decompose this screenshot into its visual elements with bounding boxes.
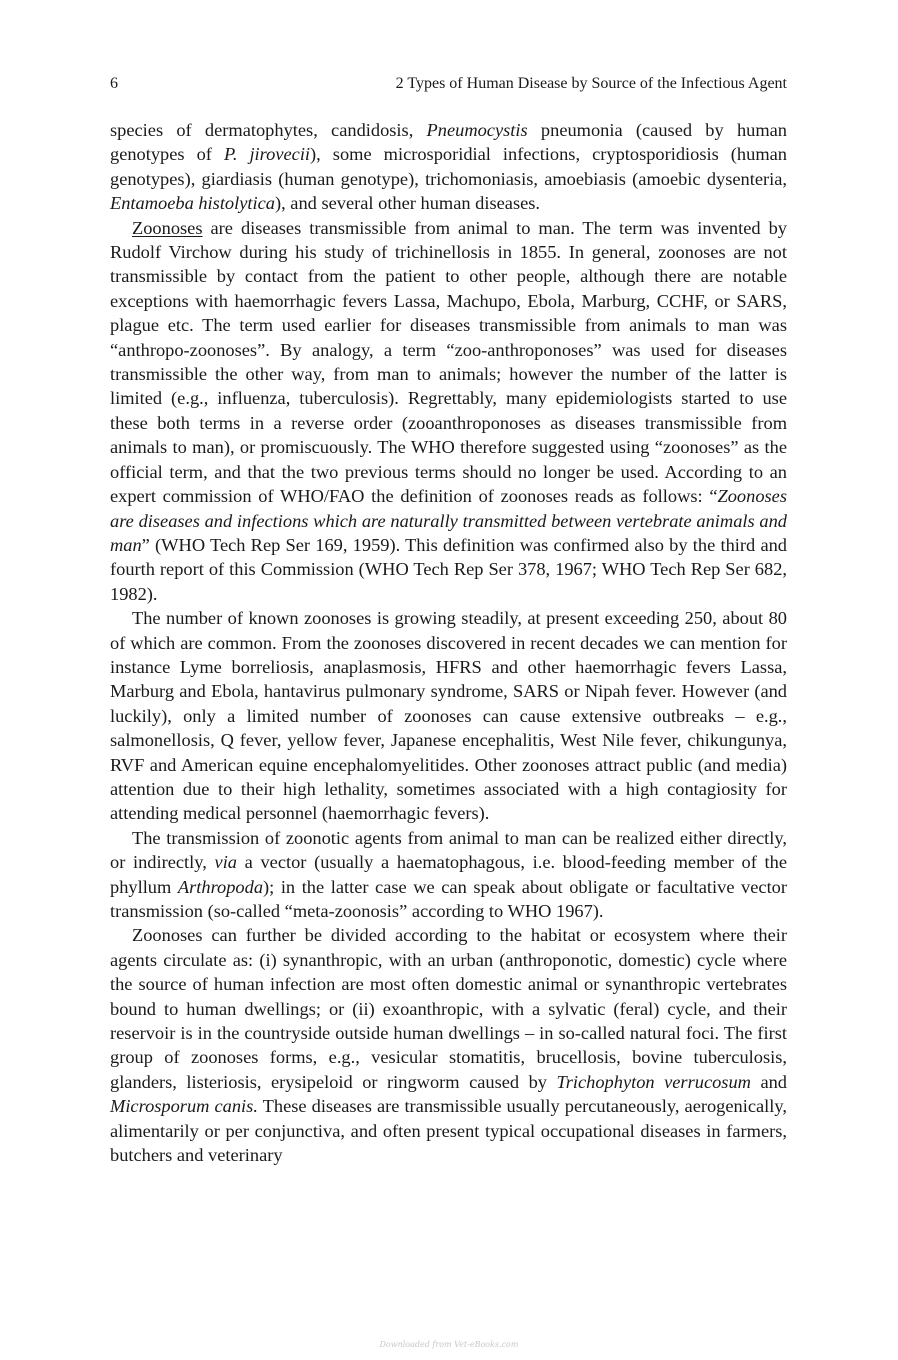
text-span: a vector (usually a haematophagous, i.e. blood-feeding member of the phyllum <box>110 852 787 897</box>
running-header <box>110 74 787 94</box>
term-zoonoses: Zoonoses <box>132 217 203 238</box>
paragraph-number-of-zoonoses <box>110 606 787 826</box>
paragraph-habitat-division <box>110 923 787 1167</box>
body-text <box>110 118 787 1167</box>
text-span: and <box>750 1071 787 1092</box>
latin-term: via <box>214 852 237 873</box>
page-number: 6 <box>110 75 118 92</box>
text-span: are diseases transmissible from animal to man. The term was invented by Rudolf Virchow during his study of trichinellosis in 1855. In general, zoonoses are not transmissible by contact from the patient to other people, although there are notable exceptions with haemorrhagic fevers Lassa, Machupo, Ebola, Marburg, CCHF, or SARS, plague etc. The term used earlier for diseases transmissible from animals to man was “anthropo-zoonoses”. By analogy, a term “zoo-anthroponoses” was used for diseases transmissible the other way, from man to animals; however the number of the latter is limited (e.g., influenza, tuberculosis). Regrettably, many epidemiologists started to use these both terms in a reverse order (zooanthroponoses as diseases transmissible from animals to man), or promiscuously. The WHO therefore suggested using “zoonoses” as the official term, and that the two previous terms should no longer be used. According to an expert commission of WHO/FAO the definition of zoonoses reads as follows: “ <box>110 217 787 507</box>
text-span: The number of known zoonoses is growing steadily, at present exceeding 250, about 80 of which are common. From the zoonoses discovered in recent decades we can mention for instance Lyme borreliosis, anaplasmosis, HFRS and other haemorrhagic fevers Lassa, Marburg and Ebola, hantavirus pulmonary syndrome, SARS or Nipah fever. However (and luckily), only a limited number of zoonoses can cause extensive outbreaks – e.g., salmonellosis, Q fever, yellow fever, Japanese encephalitis, West Nile fever, chikungunya, RVF and American equine encephalomyelitides. Other zoonoses attract public (and media) attention due to their high lethality, sometimes associated with a high contagiosity for attending medical personnel (haemorrhagic fevers). <box>110 608 787 824</box>
text-span: ), some microsporidial infections, cryptosporidiosis (human genotypes), giardiasis (human genotype), trichomoniasis, amoebiasis (amoebic dysenteria, <box>110 144 787 189</box>
species-name: Trichophyton verrucosum <box>556 1071 751 1092</box>
text-span: The transmission of zoonotic agents from animal to man can be realized either directly, or indirectly, <box>110 827 787 873</box>
paragraph-transmission <box>110 826 787 924</box>
text-span: Zoonoses can further be divided according to the habitat or ecosystem where their agents circulate as: (i) synanthropic, with an urban (anthroponotic, domestic) cycle where the source of human infection are most often domestic animal or synanthropic vertebrates bound to human dwellings; or (ii) exoanthropic, with a sylvatic (feral) cycle, and their reservoir is in the countryside outside human dwellings – in so-called natural foci. The first group of zoonoses forms, e.g., vesicular stomatitis, brucellosis, bovine tuberculosis, glanders, listeriosis, erysipeloid or ringworm caused by <box>110 925 787 1092</box>
text-span: These diseases are transmissible usually percutaneously, aerogenically, alimentarily or per conjunctiva, and often present typical occupational diseases in farmers, butchers and veterinary <box>110 1096 787 1166</box>
species-name: Entamoeba histolytica <box>110 193 275 214</box>
species-name: Pneumocystis <box>426 120 528 140</box>
text-span: pneumonia (caused by human genotypes of <box>110 120 787 165</box>
text-span: ” (WHO Tech Rep Ser 169, 1959). This definition was confirmed also by the third and fourth report of this Commission (WHO Tech Rep Ser 378, 1967; WHO Tech Rep Ser 682, 1982). <box>110 534 787 604</box>
running-title: 2 Types of Human Disease by Source of the Infectious Agent <box>395 75 787 92</box>
text-span: ), and several other human diseases. <box>274 193 541 214</box>
species-name: Microsporum canis. <box>110 1096 258 1117</box>
paragraph-zoonoses-definition <box>110 216 787 607</box>
species-name: Arthropoda <box>177 876 264 897</box>
species-name: P. jirovecii <box>223 144 311 165</box>
text-span: species of dermatophytes, candidosis, <box>110 120 427 140</box>
definition-quote: Zoonoses are diseases and infections which are naturally transmitted between vertebrate animals and man <box>110 486 787 555</box>
text-span: ); in the latter case we can speak about obligate or facultative vector transmission (so-called “meta-zoonosis” according to WHO 1967). <box>110 876 787 921</box>
paragraph-dermatophytes <box>110 118 787 216</box>
download-watermark: Downloaded from Vet-eBooks.com <box>379 1340 519 1349</box>
